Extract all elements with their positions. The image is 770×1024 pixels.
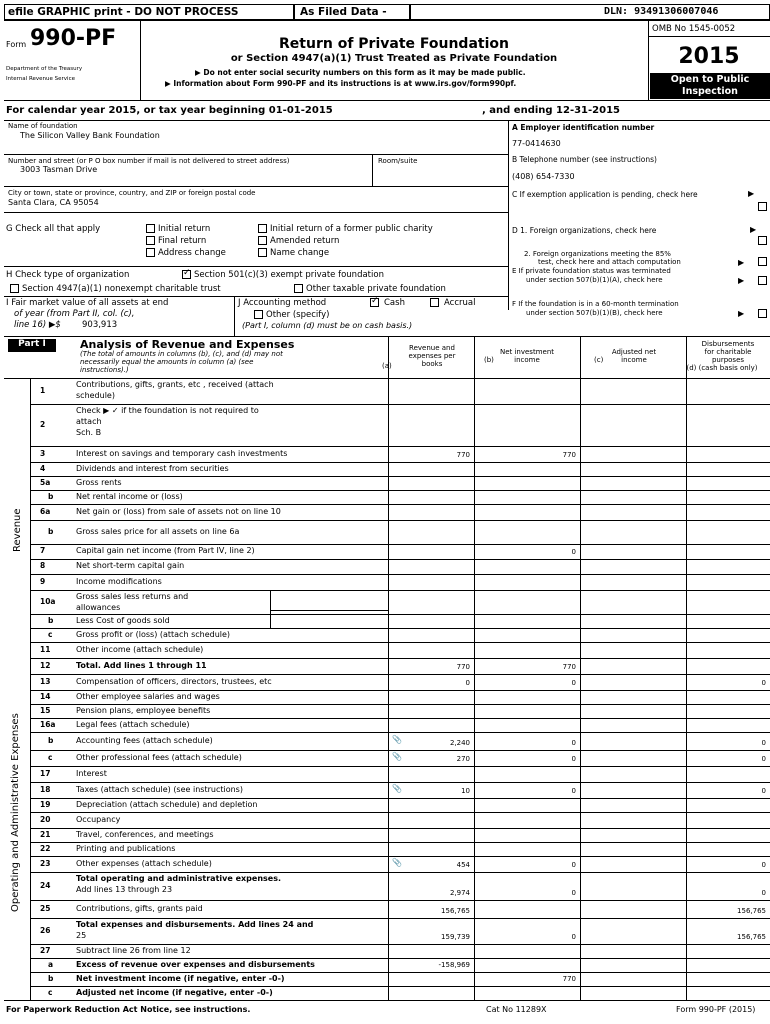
as-filed-text: As Filed Data - — [300, 6, 387, 18]
row-col-a-value: 10 — [461, 787, 470, 795]
row-number: 24 — [40, 881, 51, 890]
row-description: Travel, conferences, and meetings — [76, 830, 214, 839]
row-number: 5a — [40, 478, 51, 487]
row-description: Accounting fees (attach schedule) — [76, 736, 213, 745]
f-label-1: F If the foundation is in a 60-month termination — [512, 300, 679, 308]
row-description: Gross rents — [76, 478, 122, 487]
row-description: Other professional fees (attach schedule) — [76, 753, 242, 762]
g-final-return-label: Final return — [158, 236, 207, 246]
row-number: 18 — [40, 785, 51, 794]
row-col-b-value: 770 — [562, 975, 576, 983]
row-description: Contributions, gifts, grants paid — [76, 904, 203, 913]
g-address-change-label: Address change — [158, 248, 226, 258]
g-initial-former-checkbox[interactable] — [258, 224, 267, 233]
row-col-b-value: 0 — [571, 548, 576, 556]
h-501c3-label: Section 501(c)(3) exempt private foundation — [194, 270, 384, 280]
form-title: Return of Private Foundation — [279, 36, 509, 52]
row-description: Adjusted net income (if negative, enter -0-) — [76, 988, 273, 997]
row-description: Net gain or (loss) from sale of assets not on line 10 — [76, 507, 281, 516]
col-d-head-2: for charitable — [704, 348, 752, 356]
form-number: 990-PF — [30, 26, 117, 51]
row-col-d-value: 156,765 — [737, 907, 766, 915]
row-number: 25 — [40, 904, 51, 913]
part1-title: Analysis of Revenue and Expenses — [80, 338, 295, 351]
d1-checkbox[interactable] — [758, 236, 767, 245]
c-arrow: ▶ — [748, 189, 755, 198]
city-label: City or town, state or province, country, and ZIP or foreign postal code — [8, 189, 256, 197]
row-description-cont: allowances — [76, 603, 121, 612]
h-4947-checkbox[interactable] — [10, 284, 19, 293]
row-number: 12 — [40, 661, 51, 670]
row-number: c — [48, 630, 53, 639]
row-col-a-value: 0 — [465, 679, 470, 687]
row-description: Gross sales price for all assets on line 6a — [76, 527, 240, 536]
row-number: b — [48, 492, 54, 501]
side-label-revenue: Revenue — [12, 508, 23, 552]
g-initial-return-checkbox[interactable] — [146, 224, 155, 233]
row-number: 11 — [40, 645, 51, 654]
e-label-1: E If private foundation status was terminated — [512, 267, 671, 275]
ssn-note: ▶ Do not enter social security numbers on this form as it may be made public. — [195, 68, 526, 77]
ein-value: 77-0414630 — [512, 139, 561, 148]
row-col-b-value: 0 — [571, 889, 576, 897]
street-value: 3003 Tasman Drive — [20, 165, 98, 174]
g-final-return-checkbox[interactable] — [146, 236, 155, 245]
row-col-d-value: 0 — [761, 755, 766, 763]
row-col-d-value: 0 — [761, 889, 766, 897]
row-number: c — [48, 753, 53, 762]
row-number: 13 — [40, 677, 51, 686]
g-name-change-label: Name change — [270, 248, 330, 258]
f-arrow: ▶ — [738, 309, 745, 318]
h-other-taxable-checkbox[interactable] — [294, 284, 303, 293]
part1-note-2: necessarily equal the amounts in column (a) (see — [80, 358, 254, 366]
c-checkbox[interactable] — [758, 202, 767, 211]
row-number: 6a — [40, 507, 51, 516]
attachment-icon[interactable]: 📎 — [392, 858, 402, 867]
row-number: b — [48, 736, 54, 745]
row-number: 14 — [40, 692, 51, 701]
row-description-cont: Add lines 13 through 23 — [76, 885, 173, 894]
form-prefix: Form — [6, 40, 27, 49]
row-col-d-value: 0 — [761, 679, 766, 687]
row-col-d-value: 0 — [761, 739, 766, 747]
col-c-head-2: income — [621, 356, 647, 364]
row-description-cont: attach — [76, 417, 102, 426]
attachment-icon[interactable]: 📎 — [392, 752, 402, 761]
d1-label: D 1. Foreign organizations, check here — [512, 226, 657, 235]
row-description: Depreciation (attach schedule) and depletion — [76, 800, 258, 809]
i-label-3: line 16) ▶$ — [14, 320, 61, 330]
g-initial-return-label: Initial return — [158, 224, 211, 234]
row-description: Dividends and interest from securities — [76, 464, 229, 473]
g-amended-return-label: Amended return — [270, 236, 340, 246]
h-4947-label: Section 4947(a)(1) nonexempt charitable trust — [22, 284, 221, 294]
row-number: 1 — [40, 386, 46, 395]
j-other-label: Other (specify) — [266, 310, 330, 320]
row-description: Check ▶ ✓ if the foundation is not required to — [76, 406, 259, 415]
row-col-d-value: 0 — [761, 861, 766, 869]
row-description: Taxes (attach schedule) (see instructions) — [76, 785, 243, 794]
j-note: (Part I, column (d) must be on cash basis.) — [242, 321, 413, 330]
calendar-start: For calendar year 2015, or tax year beginning 01-01-2015 — [6, 105, 333, 116]
row-description: Other employee salaries and wages — [76, 692, 220, 701]
row-description: Total expenses and disbursements. Add lines 24 and — [76, 920, 314, 929]
open-public: Open to Public — [670, 74, 750, 85]
row-col-a-value: 770 — [456, 451, 470, 459]
row-col-b-value: 770 — [562, 663, 576, 671]
form-subtitle: or Section 4947(a)(1) Trust Treated as Private Foundation — [230, 53, 558, 64]
i-value: 903,913 — [82, 320, 118, 330]
row-col-b-value: 770 — [562, 451, 576, 459]
omb-number: OMB No 1545-0052 — [652, 24, 736, 34]
phone-value: (408) 654-7330 — [512, 172, 575, 181]
d2-arrow: ▶ — [738, 258, 745, 267]
d2-checkbox[interactable] — [758, 257, 767, 266]
j-other-checkbox[interactable] — [254, 310, 263, 319]
col-a-letter: (a) — [382, 362, 392, 370]
row-col-a-value: 270 — [456, 755, 470, 763]
efile-banner-text: efile GRAPHIC print - DO NOT PROCESS — [8, 6, 239, 18]
row-description: Gross profit or (loss) (attach schedule) — [76, 630, 231, 639]
row-number: 8 — [40, 561, 46, 570]
d2-label-2: test, check here and attach computation — [538, 258, 681, 266]
footer-form: Form 990-PF (2015) — [676, 1005, 756, 1014]
row-number: 22 — [40, 844, 51, 853]
row-number: b — [48, 616, 54, 625]
row-description: Net short-term capital gain — [76, 561, 185, 570]
f-checkbox[interactable] — [758, 309, 767, 318]
attachment-icon[interactable]: 📎 — [392, 784, 402, 793]
row-description: Income modifications — [76, 577, 162, 586]
row-number: 9 — [40, 577, 46, 586]
col-d-head-4: (d) (cash basis only) — [686, 364, 758, 372]
ein-label: A Employer identification number — [512, 123, 655, 132]
row-description: Interest on savings and temporary cash investments — [76, 449, 288, 458]
j-cash-checkbox[interactable] — [370, 298, 379, 307]
row-description: Total. Add lines 1 through 11 — [76, 661, 207, 670]
row-number: 7 — [40, 546, 46, 555]
row-col-a-value: 159,739 — [441, 933, 470, 941]
row-col-a-value: 2,240 — [449, 739, 470, 747]
row-number: a — [48, 960, 54, 969]
row-col-a-value: 156,765 — [441, 907, 470, 915]
part1-note-1: (The total of amounts in columns (b), (c), and (d) may not — [80, 350, 283, 358]
row-number: 27 — [40, 946, 51, 955]
d2-label-1: 2. Foreign organizations meeting the 85% — [524, 250, 671, 258]
row-number: 4 — [40, 464, 46, 473]
col-d-head-1: Disbursements — [701, 340, 755, 348]
side-label-expenses: Operating and Administrative Expenses — [10, 713, 21, 912]
foundation-name: The Silicon Valley Bank Foundation — [20, 131, 160, 140]
row-number: 15 — [40, 706, 51, 715]
room-label: Room/suite — [378, 157, 418, 165]
row-col-a-value: 454 — [456, 861, 470, 869]
row-description: Total operating and administrative expenses. — [76, 874, 281, 883]
h-label: H Check type of organization — [6, 270, 130, 280]
row-description: Pension plans, employee benefits — [76, 706, 211, 715]
c-label: C If exemption application is pending, check here — [512, 190, 698, 199]
g-amended-return-checkbox[interactable] — [258, 236, 267, 245]
row-col-a-value: 2,974 — [449, 889, 470, 897]
row-number: c — [48, 988, 53, 997]
row-col-b-value: 0 — [571, 861, 576, 869]
dln-number: DLN: 93491306007046 — [604, 6, 719, 17]
row-col-d-value: 156,765 — [737, 933, 766, 941]
g-label: G Check all that apply — [6, 224, 101, 234]
h-other-taxable-label: Other taxable private foundation — [306, 284, 446, 294]
row-description: Net investment income (if negative, enter -0-) — [76, 974, 285, 983]
row-description: Printing and publications — [76, 844, 176, 853]
row-description-cont: 25 — [76, 931, 87, 940]
e-label-2: under section 507(b)(1)(A), check here — [526, 276, 663, 284]
row-col-b-value: 0 — [571, 933, 576, 941]
j-cash-label: Cash — [384, 298, 405, 308]
row-number: 17 — [40, 769, 51, 778]
row-description-cont: schedule) — [76, 391, 115, 400]
row-description: Interest — [76, 769, 107, 778]
row-number: 23 — [40, 859, 51, 868]
e-checkbox[interactable] — [758, 276, 767, 285]
col-c-head-1: Adjusted net — [611, 348, 657, 356]
row-description: Capital gain net income (from Part IV, line 2) — [76, 546, 255, 555]
row-col-b-value: 0 — [571, 739, 576, 747]
row-description: Occupancy — [76, 815, 121, 824]
d1-arrow: ▶ — [750, 225, 757, 234]
row-description: Other income (attach schedule) — [76, 645, 204, 654]
row-number: b — [48, 527, 54, 536]
col-b-letter: (b) — [484, 356, 494, 364]
row-col-a-value: 770 — [456, 663, 470, 671]
row-description: Gross sales less returns and — [76, 592, 189, 601]
g-address-change-checkbox[interactable] — [146, 248, 155, 257]
i-label-2: of year (from Part II, col. (c), — [14, 309, 135, 319]
e-arrow: ▶ — [738, 276, 745, 285]
f-label-2: under section 507(b)(1)(B), check here — [526, 309, 663, 317]
col-b-head-2: income — [514, 356, 540, 364]
footer-cat: Cat No 11289X — [486, 1005, 547, 1014]
row-number: 26 — [40, 926, 51, 935]
row-col-a-value: -158,969 — [438, 961, 470, 969]
row-number: 16a — [40, 720, 56, 729]
row-description: Excess of revenue over expenses and disbursements — [76, 960, 315, 969]
row-description: Compensation of officers, directors, trustees, etc — [76, 677, 272, 686]
row-number: 20 — [40, 815, 51, 824]
calendar-end: , and ending 12-31-2015 — [482, 105, 620, 116]
part1-note-3: instructions).) — [80, 366, 129, 374]
row-description: Legal fees (attach schedule) — [76, 720, 190, 729]
col-a-head-3: books — [421, 360, 443, 368]
row-col-b-value: 0 — [571, 755, 576, 763]
row-number: 2 — [40, 420, 46, 429]
j-accrual-label: Accrual — [444, 298, 476, 308]
row-number: 3 — [40, 449, 46, 458]
row-col-d-value: 0 — [761, 787, 766, 795]
footer-paperwork: For Paperwork Reduction Act Notice, see instructions. — [6, 1005, 251, 1014]
info-note: ▶ Information about Form 990-PF and its instructions is at www.irs.gov/form990pf. — [165, 79, 517, 88]
row-description: Net rental income or (loss) — [76, 492, 183, 501]
row-description: Less Cost of goods sold — [76, 616, 170, 625]
g-initial-former-label: Initial return of a former public charity — [270, 224, 433, 234]
row-description: Contributions, gifts, grants, etc , received (attach — [76, 380, 274, 389]
phone-label: B Telephone number (see instructions) — [512, 155, 657, 164]
row-number: 21 — [40, 830, 51, 839]
j-accrual-checkbox[interactable] — [430, 298, 439, 307]
row-col-b-value: 0 — [571, 787, 576, 795]
dept-irs: Internal Revenue Service — [6, 76, 75, 82]
g-name-change-checkbox[interactable] — [258, 248, 267, 257]
street-label: Number and street (or P O box number if mail is not delivered to street address) — [8, 157, 290, 165]
row-number: 10a — [40, 597, 56, 606]
row-description: Other expenses (attach schedule) — [76, 859, 212, 868]
col-a-head-2: expenses per — [408, 352, 456, 360]
dept-treasury: Department of the Treasury — [6, 66, 83, 72]
h-501c3-checkbox[interactable] — [182, 270, 191, 279]
col-d-head-3: purposes — [711, 356, 745, 364]
col-b-head-1: Net investment — [499, 348, 555, 356]
row-number: b — [48, 974, 54, 983]
row-description: Subtract line 26 from line 12 — [76, 946, 191, 955]
col-c-letter: (c) — [594, 356, 604, 364]
j-label: J Accounting method — [238, 298, 327, 308]
inspection: Inspection — [682, 86, 738, 97]
part1-label: Part I — [8, 339, 56, 352]
attachment-icon[interactable]: 📎 — [392, 735, 402, 744]
row-description-cont: Sch. B — [76, 428, 102, 437]
col-a-head-1: Revenue and — [409, 344, 455, 352]
i-label-1: I Fair market value of all assets at end — [6, 298, 169, 308]
city-value: Santa Clara, CA 95054 — [8, 198, 99, 207]
row-col-b-value: 0 — [571, 679, 576, 687]
row-number: 19 — [40, 800, 51, 809]
name-label: Name of foundation — [8, 122, 78, 130]
tax-year: 2015 — [678, 44, 740, 69]
